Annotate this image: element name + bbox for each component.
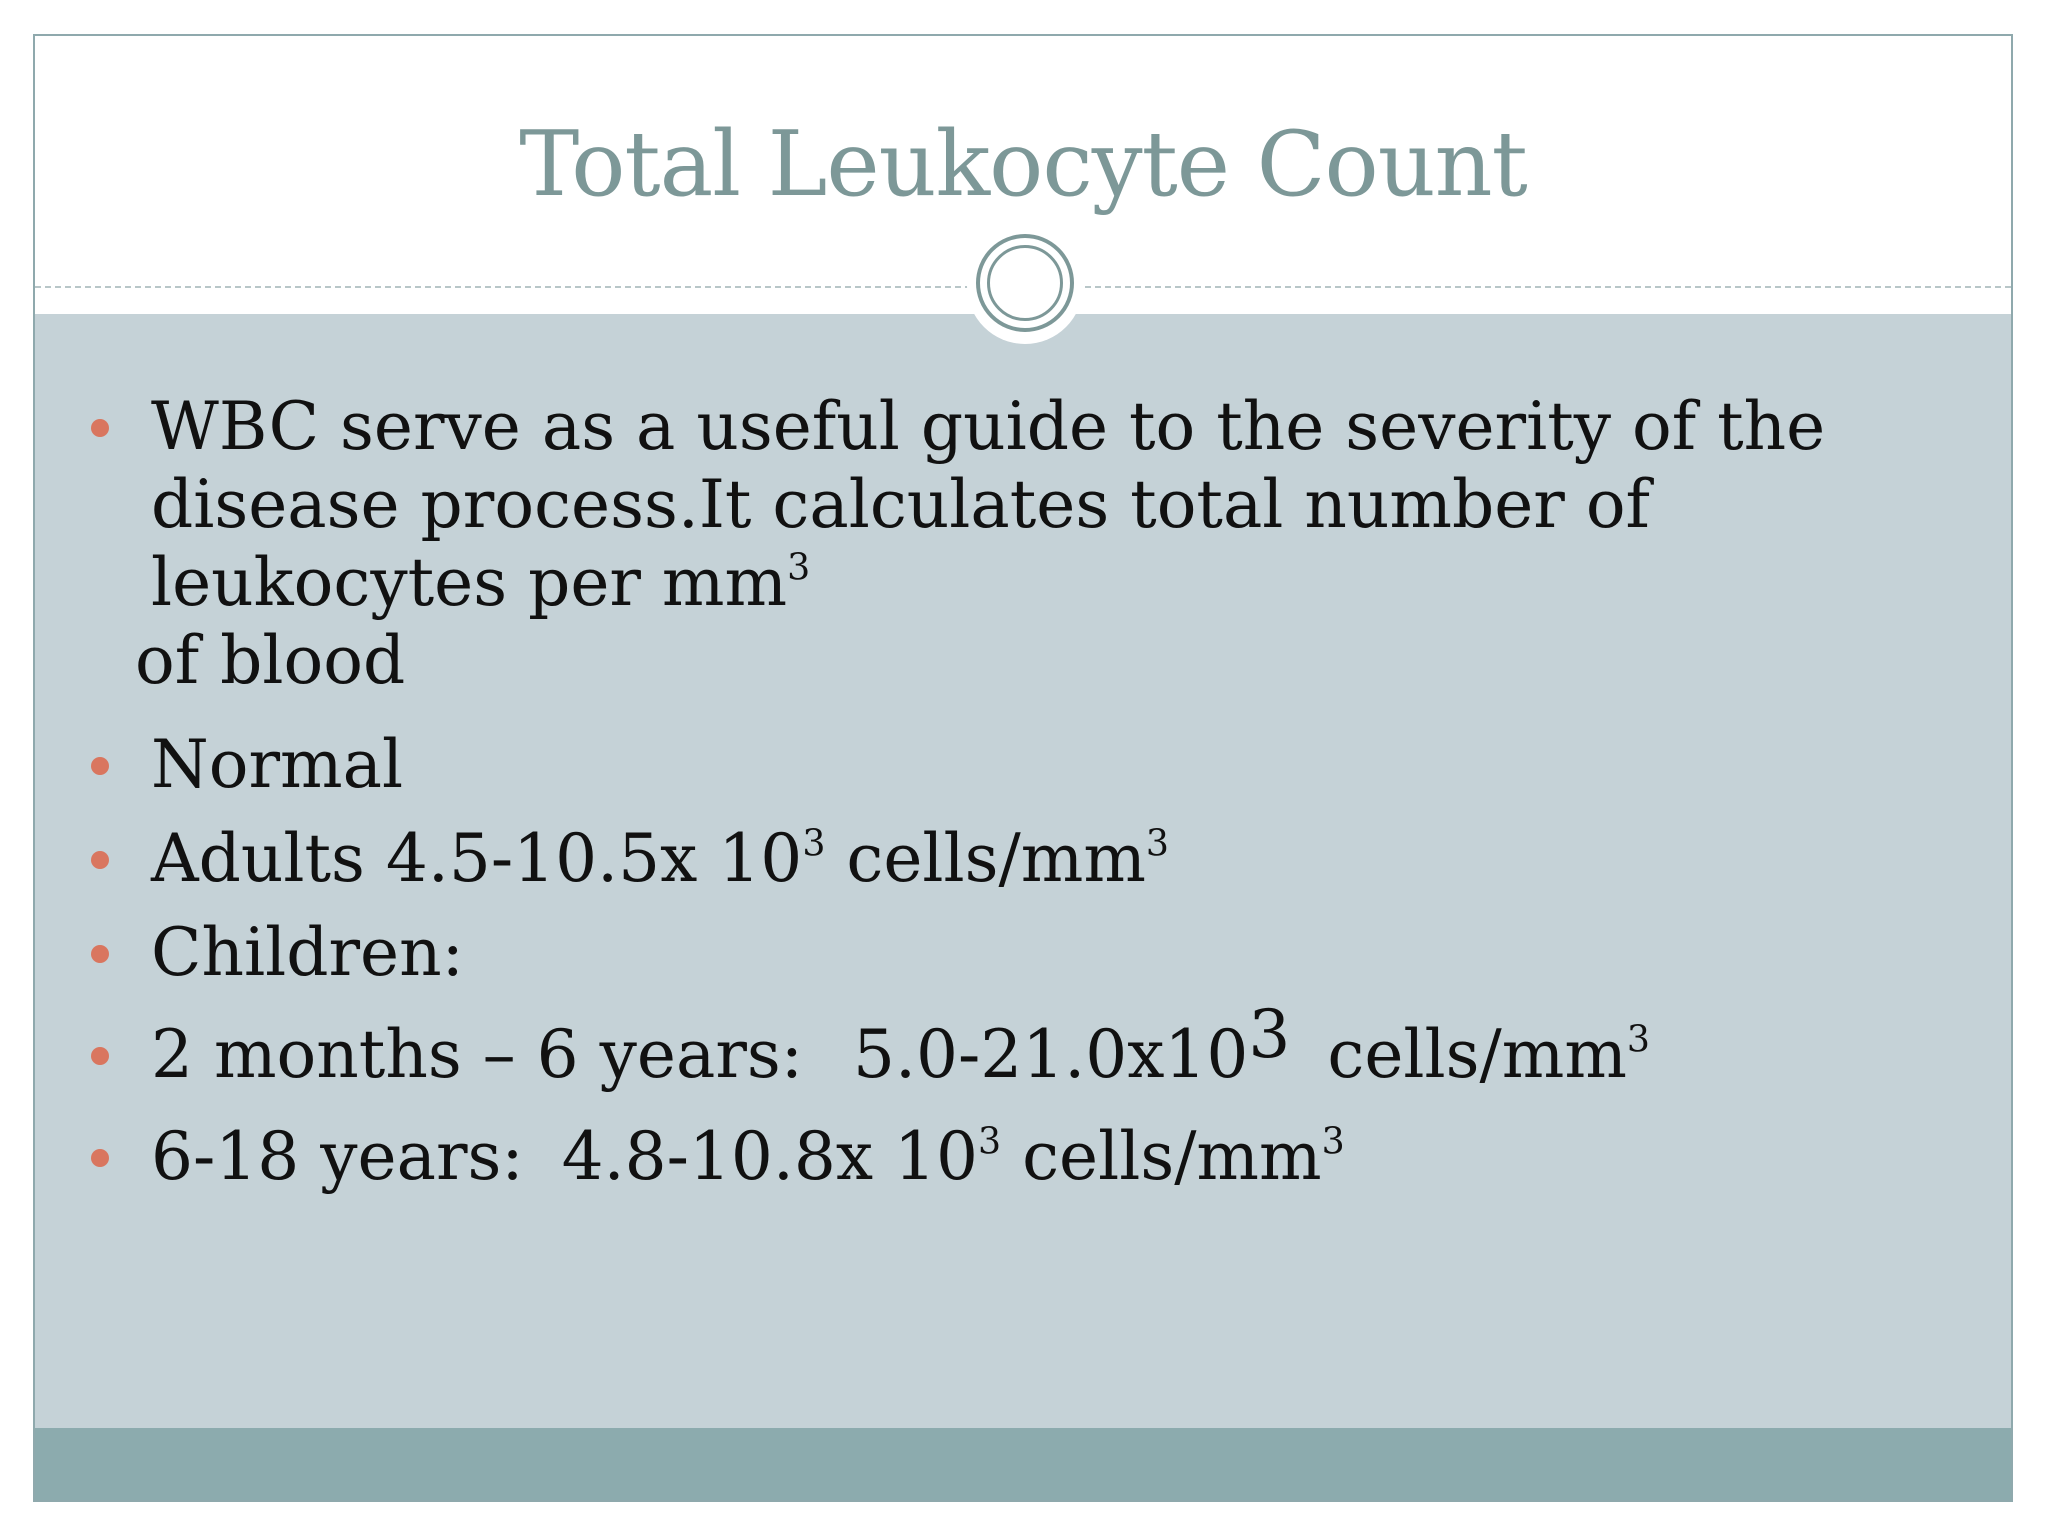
bullet-dot-icon — [91, 1149, 109, 1167]
bullet-item-6-18y — [151, 1118, 1971, 1196]
superscript: 3 — [978, 1119, 1002, 1163]
bullet-adults-prefix: Adults 4.5-10.5x 10 — [151, 820, 803, 897]
bullet-adults-unit: cells/mm — [825, 820, 1146, 897]
bullet-wbc-tail: of blood — [135, 622, 406, 699]
bullet-dot-icon — [91, 1047, 109, 1065]
bullet-2m-6y-unit: cells/mm — [1306, 1016, 1627, 1093]
bullet-dot-icon — [91, 757, 109, 775]
superscript: 3 — [1626, 1017, 1650, 1061]
content-area — [35, 314, 2011, 1434]
bullet-6-18y-label: 6-18 years: — [151, 1118, 524, 1195]
superscript: 3 — [1145, 821, 1169, 865]
slide-title: Total Leukocyte Count — [519, 112, 1527, 217]
bullet-item-normal — [151, 726, 1971, 804]
bullet-item-2m-6y — [151, 996, 1971, 1094]
bullet-wbc-text: WBC serve as a useful guide to the severity of the disease process.It calculates total number of leukocytes per mm — [151, 388, 1826, 621]
bullet-item-adults — [151, 820, 1971, 898]
superscript: 3 — [1321, 1119, 1345, 1163]
bullet-2m-6y-label: 2 months – 6 years: — [151, 1016, 803, 1093]
superscript: 3 — [787, 545, 811, 589]
bullet-dot-icon — [91, 419, 109, 437]
bullet-normal-text: Normal — [151, 726, 404, 803]
bullet-dot-icon — [91, 851, 109, 869]
bullet-children-text: Children: — [151, 914, 464, 991]
slide — [33, 34, 2013, 1502]
circle-ornament-icon — [976, 234, 1074, 332]
superscript: 3 — [802, 821, 826, 865]
bullet-6-18y-unit: cells/mm — [1001, 1118, 1322, 1195]
superscript: 3 — [1248, 996, 1291, 1074]
bullet-item-children — [151, 914, 1971, 992]
bullet-item-wbc — [135, 388, 1971, 700]
bullet-dot-icon — [91, 945, 109, 963]
footer-band — [35, 1428, 2011, 1500]
bullet-2m-6y-value: 5.0-21.0x10 — [852, 1016, 1249, 1093]
bullet-6-18y-value: 4.8-10.8x 10 — [561, 1118, 979, 1195]
circle-ornament-inner — [987, 245, 1063, 321]
